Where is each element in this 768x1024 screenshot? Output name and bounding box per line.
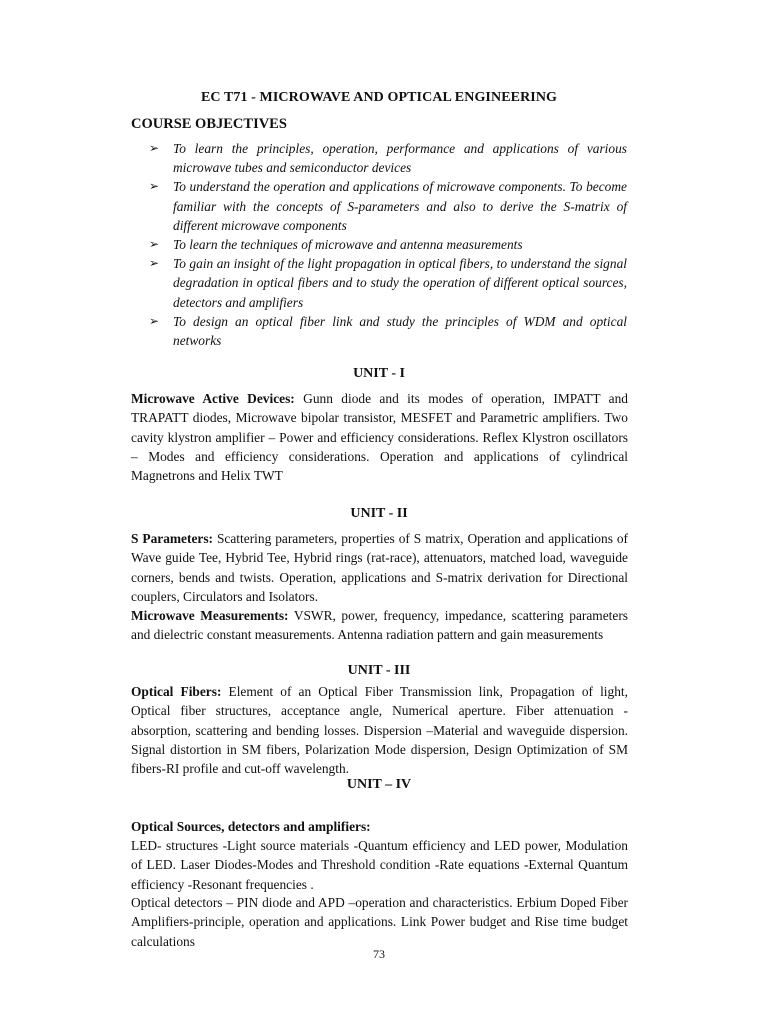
- objective-item: [130, 177, 627, 235]
- objective-text: To understand the operation and applications of microwave components. To become familiar with the concepts of S-parameters and also to derive the S-matrix of different microwave components: [173, 179, 627, 233]
- objective-text: To gain an insight of the light propagation in optical fibers, to understand the signal degradation in optical fibers and to study the operation of different optical sources, detectors and amplifiers: [173, 256, 627, 310]
- unit-2-topic-label: S Parameters:: [131, 531, 214, 546]
- objectives-list: [130, 139, 627, 350]
- unit-3-topic-label: Optical Fibers:: [131, 684, 222, 699]
- unit-2-paragraph-2: [131, 606, 628, 645]
- objective-item: [130, 139, 627, 177]
- objective-text: To learn the principles, operation, performance and applications of various microwave tubes and semiconductor devices: [173, 141, 627, 176]
- unit-2-paragraph-1: [131, 529, 628, 606]
- objective-item: [130, 312, 627, 350]
- course-title: EC T71 - MICROWAVE AND OPTICAL ENGINEERING: [200, 90, 558, 105]
- unit-2-topic-text: Scattering parameters, properties of S matrix, Operation and applications of Wave guide Tee, Hybrid Tee, Hybrid rings (rat-race), attenuators, matched load, waveguide corners, bends and twists. Operation, applications and S-matrix derivation for Directional couplers, Circulators and Isolators.: [131, 531, 628, 604]
- objective-item: [130, 254, 627, 312]
- unit-4-paragraph-2: Optical detectors – PIN diode and APD –operation and characteristics. Erbium Doped Fiber Amplifiers-principle, operation and applications. Link Power budget and Rise time budget calculations: [131, 895, 628, 949]
- arrow-bullet-icon: ➢: [149, 313, 160, 328]
- unit-1-topic-text: Gunn diode and its modes of operation, IMPATT and TRAPATT diodes, Microwave bipolar transistor, MESFET and Parametric amplifiers. Two cavity klystron amplifier – Power and efficiency considerations. Reflex Klystron oscillators – Modes and efficiency considerations. Operation and applications of cylindrical Magnetrons and Helix TWT: [131, 391, 628, 484]
- unit-4-subheading: Optical Sources, detectors and amplifiers:: [131, 819, 371, 834]
- objectives-heading: COURSE OBJECTIVES: [131, 116, 287, 132]
- unit-2-measurements-label: Microwave Measurements:: [131, 608, 289, 623]
- unit-3-paragraph: [131, 682, 628, 778]
- page-number: 73: [373, 947, 385, 961]
- arrow-bullet-icon: ➢: [149, 237, 160, 252]
- unit-4-heading: UNIT – IV: [346, 777, 412, 792]
- unit-3-heading: UNIT - III: [347, 663, 411, 678]
- objective-item: [130, 235, 627, 254]
- objective-text: To design an optical fiber link and study the principles of WDM and optical networks: [173, 313, 627, 349]
- unit-2-measurements-text: VSWR, power, frequency, impedance, scattering parameters and dielectric constant measurements. Antenna radiation pattern and gain measurements: [131, 608, 628, 643]
- unit-3-topic-text: Element of an Optical Fiber Transmission link, Propagation of light, Optical fiber structures, acceptance angle, Numerical aperture. Fiber attenuation - absorption, scattering and bending losses. Dispersion –Material and waveguide dispersion. Signal distortion in SM fibers, Polarization Mode dispersion, Design Optimization of SM fibers-RI profile and cut-off wavelength.: [131, 684, 628, 777]
- arrow-bullet-icon: ➢: [149, 256, 160, 271]
- unit-4-paragraph-1: LED- structures -Light source materials -Quantum efficiency and LED power, Modulation of LED. Laser Diodes-Modes and Threshold condition -Rate equations -External Quantum efficiency -Resonant frequencies .: [131, 838, 628, 892]
- unit-2-heading: UNIT - II: [350, 506, 408, 521]
- unit-1-heading: UNIT - I: [353, 366, 405, 381]
- objective-text: To learn the techniques of microwave and antenna measurements: [173, 237, 523, 253]
- unit-1-topic-label: Microwave Active Devices:: [131, 391, 295, 406]
- arrow-bullet-icon: ➢: [149, 179, 160, 194]
- unit-1-paragraph: [131, 389, 628, 485]
- arrow-bullet-icon: ➢: [149, 141, 160, 155]
